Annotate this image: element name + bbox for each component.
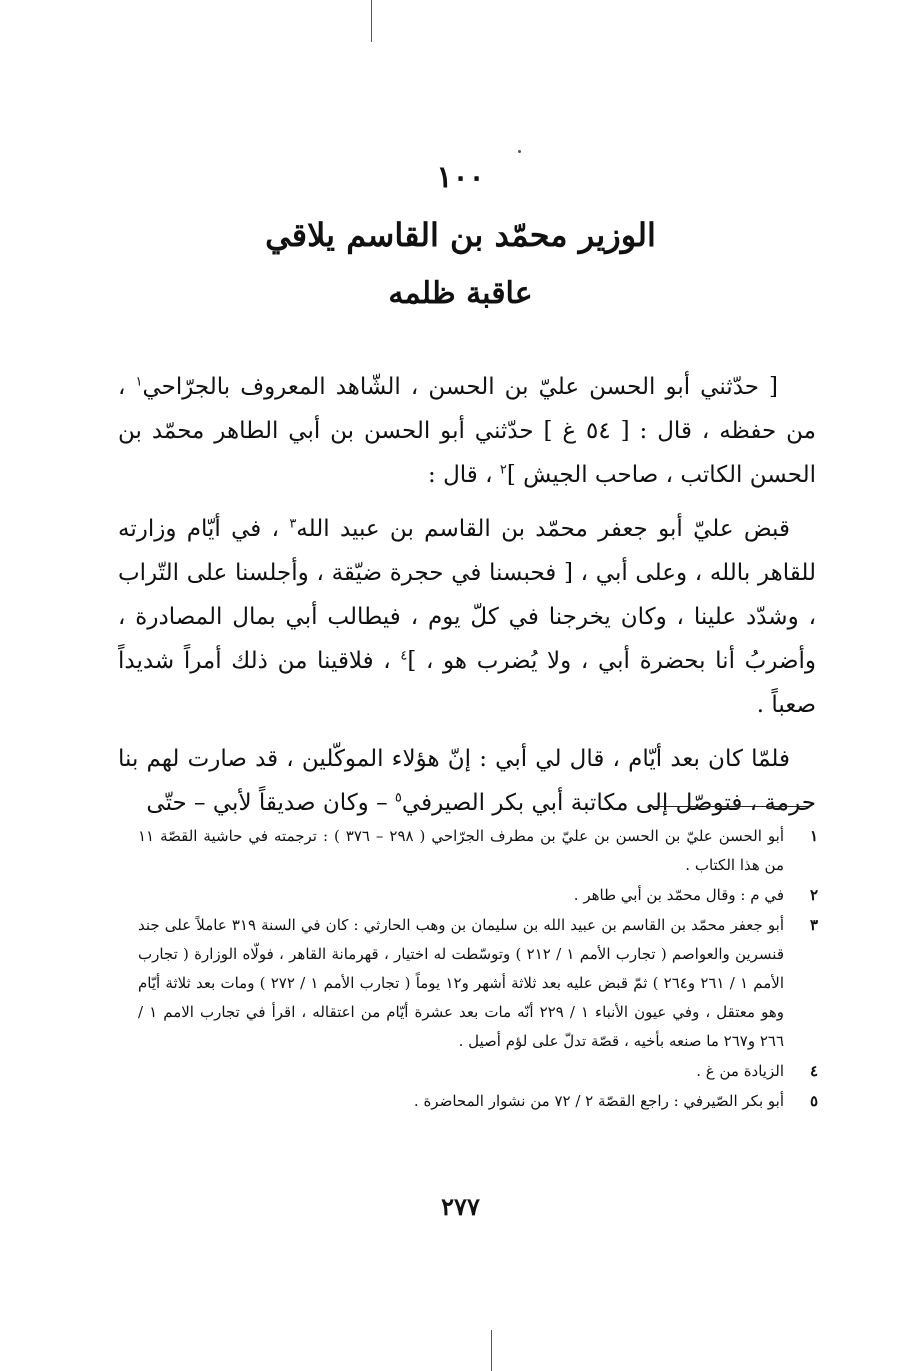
footnote-number: ١ <box>809 827 818 845</box>
footnote <box>138 822 818 880</box>
footnote-separator <box>648 806 808 807</box>
footnote-number: ٢ <box>809 886 818 904</box>
footnote-text: أبو بكر الصّيرفي : راجع القصّة ٢ / ٧٢ من نشوار المحاضرة . <box>413 1092 784 1110</box>
paragraph-text: [ حدّثني أبو الحسن عليّ بن الحسن ، الشّاهد المعروف بالجرّاحي <box>142 374 778 400</box>
paragraph-text: – وكان صديقاً لأبي – حتّى <box>146 790 395 816</box>
footnote <box>138 911 818 1056</box>
paragraph-text: ، فلاقينا من ذلك أمراً شديداً صعباً . <box>118 648 816 718</box>
footnote-text: أبو الحسن عليّ بن الحسن بن عليّ بن مطرف الجرّاحي ( ٢٩٨ – ٣٧٦ ) : ترجمته في حاشية القصّة ١١ من هذا الكتاب . <box>138 827 784 874</box>
paragraph-text: ، قال : <box>428 462 500 488</box>
footnote-ref-5: ٥ <box>394 790 402 806</box>
footnote-text: الزيادة من غ . <box>696 1062 784 1080</box>
footnote-number: ٣ <box>809 916 818 934</box>
paragraph-text: ، من حفظه ، قال : [ ٥٤ غ ] حدّثني أبو الحسن بن أبي الطاهر محمّد بن الحسن الكاتب ، صاحب الجيش ] <box>118 374 816 488</box>
footnote-ref-3: ٣ <box>289 516 297 532</box>
footnote-number: ٤ <box>809 1062 818 1080</box>
paragraph-1 <box>118 365 816 497</box>
footnote <box>138 881 818 910</box>
story-title: الوزير محمّد بن القاسم يلاقي <box>265 216 656 254</box>
footnote-ref-2: ٢ <box>499 462 507 478</box>
paragraph-text: فلمّا كان بعد أيّام ، قال لي أبي : إنّ هؤلاء الموكّلين ، قد صارت لهم بنا حرمة ، فتوصّل إلى مكاتبة أبي بكر الصيرفي <box>118 746 816 816</box>
footnote <box>138 1087 818 1116</box>
paragraph-3 <box>118 737 816 825</box>
story-number: ١٠٠ <box>436 160 485 195</box>
page-number: ٢٧٧ <box>441 1192 480 1221</box>
story-body <box>118 365 816 835</box>
paragraph-text: ، في أيّام وزارته للقاهر بالله ، وعلى أبي ، [ فحبسنا في حجرة ضيّقة ، وأجلسنا على التّراب ، وشدّد علينا ، وكان يخرجنا في كلّ يوم ، فيطالب أبي بمال المصادرة ، وأضربُ أنا بحضرة أبي ، ولا يُضرب هو ، ] <box>118 516 816 674</box>
paragraph-text: قبض عليّ أبو جعفر محمّد بن القاسم بن عبيد الله <box>296 516 790 542</box>
footnote-text: في م : وقال محمّد بن أبي طاهر . <box>573 886 784 904</box>
footnotes <box>138 822 818 1117</box>
footnote-ref-1: ١ <box>135 374 143 390</box>
story-subtitle: عاقبة ظلمه <box>388 276 533 311</box>
footnote <box>138 1057 818 1086</box>
paragraph-2 <box>118 507 816 727</box>
footnote-number: ٥ <box>809 1092 818 1110</box>
footnote-ref-4: ٤ <box>400 648 408 664</box>
footnote-text: أبو جعفر محمّد بن القاسم بن عبيد الله بن سليمان بن وهب الحارثي : كان في السنة ٣١٩ عاملاً على جند قنسرين والعواصم ( تجارب الأمم ١ / ٢١٢ ) وتوسّطت له اختيار ، قهرمانة القاهر ، فولّاه الوزارة ( تجارب الأمم ١ / ٢٦١ و٢٦٤ ) ثمّ قبض عليه بعد ثلاثة أشهر و١٢ يوماً ( تجارب الأمم ١ / ٢٧٢ ) ومات بعد ثلاثة أيّام وهو معتقل ، وفي عيون الأنباء ١ / ٢٢٩ أنّه مات بعد عشرة أيّام من اعتقاله ، اقرأ في تجارب الامم ١ / ٢٦٦ و٢٦٧ ما صنعه بأخيه ، قصّة تدلّ على لؤم أصيل . <box>138 916 784 1050</box>
